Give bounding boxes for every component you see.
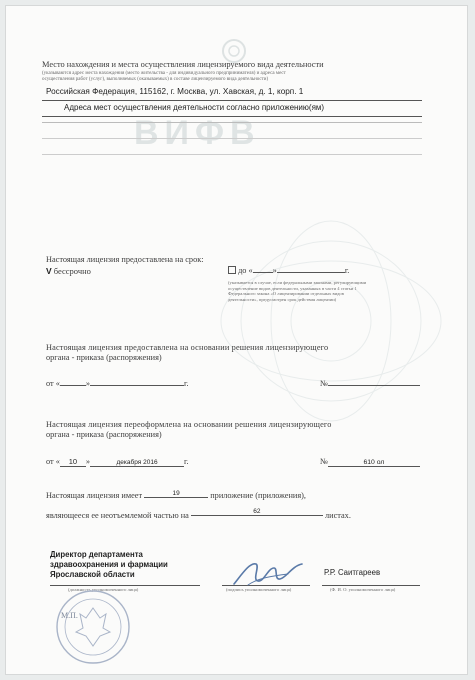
term-until-prefix: до «	[238, 266, 253, 275]
guilloche-watermark-icon	[206, 196, 456, 446]
granted-from-prefix: от «	[46, 379, 60, 388]
name-underline	[322, 585, 420, 586]
reissued-month-year: декабря 2016	[90, 459, 184, 467]
address-note-line-1: (указываются адрес места нахождения (место жительства - для индивидуального предпринимателя) и адреса мест	[42, 71, 286, 76]
appendix-line-1-suffix: приложение (приложения),	[210, 491, 307, 500]
reissued-number-field	[320, 457, 420, 467]
granted-label-line-1: Настоящая лицензия предоставлена на основании решения лицензирующего	[46, 343, 329, 352]
term-until-suffix: г.	[344, 266, 350, 275]
handwritten-signature-icon	[228, 554, 308, 590]
address-blank-line	[42, 138, 422, 139]
address-blank-line	[42, 154, 422, 155]
granted-date	[46, 379, 189, 388]
position-underline	[50, 585, 200, 586]
term-unlimited-option	[46, 266, 91, 276]
term-label: Настоящая лицензия предоставлена на срок:	[46, 255, 204, 264]
signature-caption: (подпись уполномоченного лица)	[226, 587, 292, 592]
watermark-text: ВИФВ	[134, 114, 261, 152]
term-until-mid: »	[272, 266, 277, 275]
granted-day-blank	[60, 385, 86, 386]
address-heading: Место нахождения и места осуществления лицензируемого вида деятельности	[42, 60, 324, 69]
term-unlimited-label: бессрочно	[53, 266, 91, 276]
reissued-number: 610 ол	[328, 459, 420, 467]
address-note	[42, 71, 442, 83]
term-note: (указывается в случае, если федеральными законами, регулирующими осуществление видов деятельности, указанных в части 4 статьи 1 Федерального закона «О лицензировании отдельных видов деятельности», предусмотрен срок действия лицензии)	[228, 280, 367, 302]
granted-year-suffix: г.	[184, 379, 189, 388]
appendix-sheets-line	[46, 508, 351, 520]
signatory-name: Р.Р. Саитгареев	[324, 568, 381, 577]
reissued-date	[46, 457, 189, 467]
signatory-position	[50, 550, 168, 580]
appendix-count-line	[46, 490, 306, 500]
position-line-1: Директор департамента	[50, 550, 143, 559]
address-value: Российская Федерация, 115162, г. Москва, ул. Хавская, д. 1, корп. 1	[46, 87, 304, 96]
reissued-label-line-2: органа - приказа (распоряжения)	[46, 430, 162, 439]
term-day-blank	[253, 272, 273, 273]
reissued-year-suffix: г.	[184, 457, 189, 466]
official-seal-icon	[54, 588, 132, 666]
appendix-sheets: 62	[191, 508, 323, 516]
reissued-from-prefix: от «	[46, 457, 60, 466]
granted-number	[320, 379, 420, 388]
address-blank-line	[42, 122, 422, 123]
position-line-2: здравоохранения и фармации	[50, 560, 168, 569]
checkbox-icon	[228, 266, 236, 274]
granted-number-blank	[328, 385, 420, 386]
address-note-line-2: осуществления работ (услуг), выполняемых (оказываемых) в составе лицензируемого вида деятельности)	[42, 77, 269, 82]
reissued-number-sign: №	[320, 457, 328, 466]
appendix-line-2-suffix: листах.	[325, 511, 351, 520]
granted-month-blank	[90, 385, 184, 386]
term-month-blank	[277, 272, 345, 273]
term-until-option	[228, 266, 349, 275]
address-appendix-note: Адреса мест осуществления деятельности согласно приложению(ям)	[64, 103, 325, 112]
granted-number-sign: №	[320, 379, 328, 388]
position-caption: (должность уполномоченного лица)	[68, 587, 139, 592]
granted-label-line-2: органа - приказа (распоряжения)	[46, 353, 162, 362]
reissued-label-line-1: Настоящая лицензия переоформлена на основании решения лицензирующего	[46, 420, 332, 429]
check-mark-icon: V	[46, 266, 52, 276]
appendix-line-2-prefix: являющееся ее неотъемлемой частью на	[46, 511, 189, 520]
position-line-3: Ярославской области	[50, 570, 135, 579]
appendix-line-1-prefix: Настоящая лицензия имеет	[46, 491, 143, 500]
reissued-day: 10	[60, 457, 86, 467]
name-caption: (Ф. И. О. уполномоченного лица)	[330, 587, 396, 592]
seal-label: М.П.	[61, 611, 78, 620]
granted-from-mid: »	[85, 379, 91, 388]
license-sheet	[6, 6, 467, 674]
reissued-from-mid: »	[85, 457, 91, 466]
appendix-count: 19	[144, 490, 208, 498]
